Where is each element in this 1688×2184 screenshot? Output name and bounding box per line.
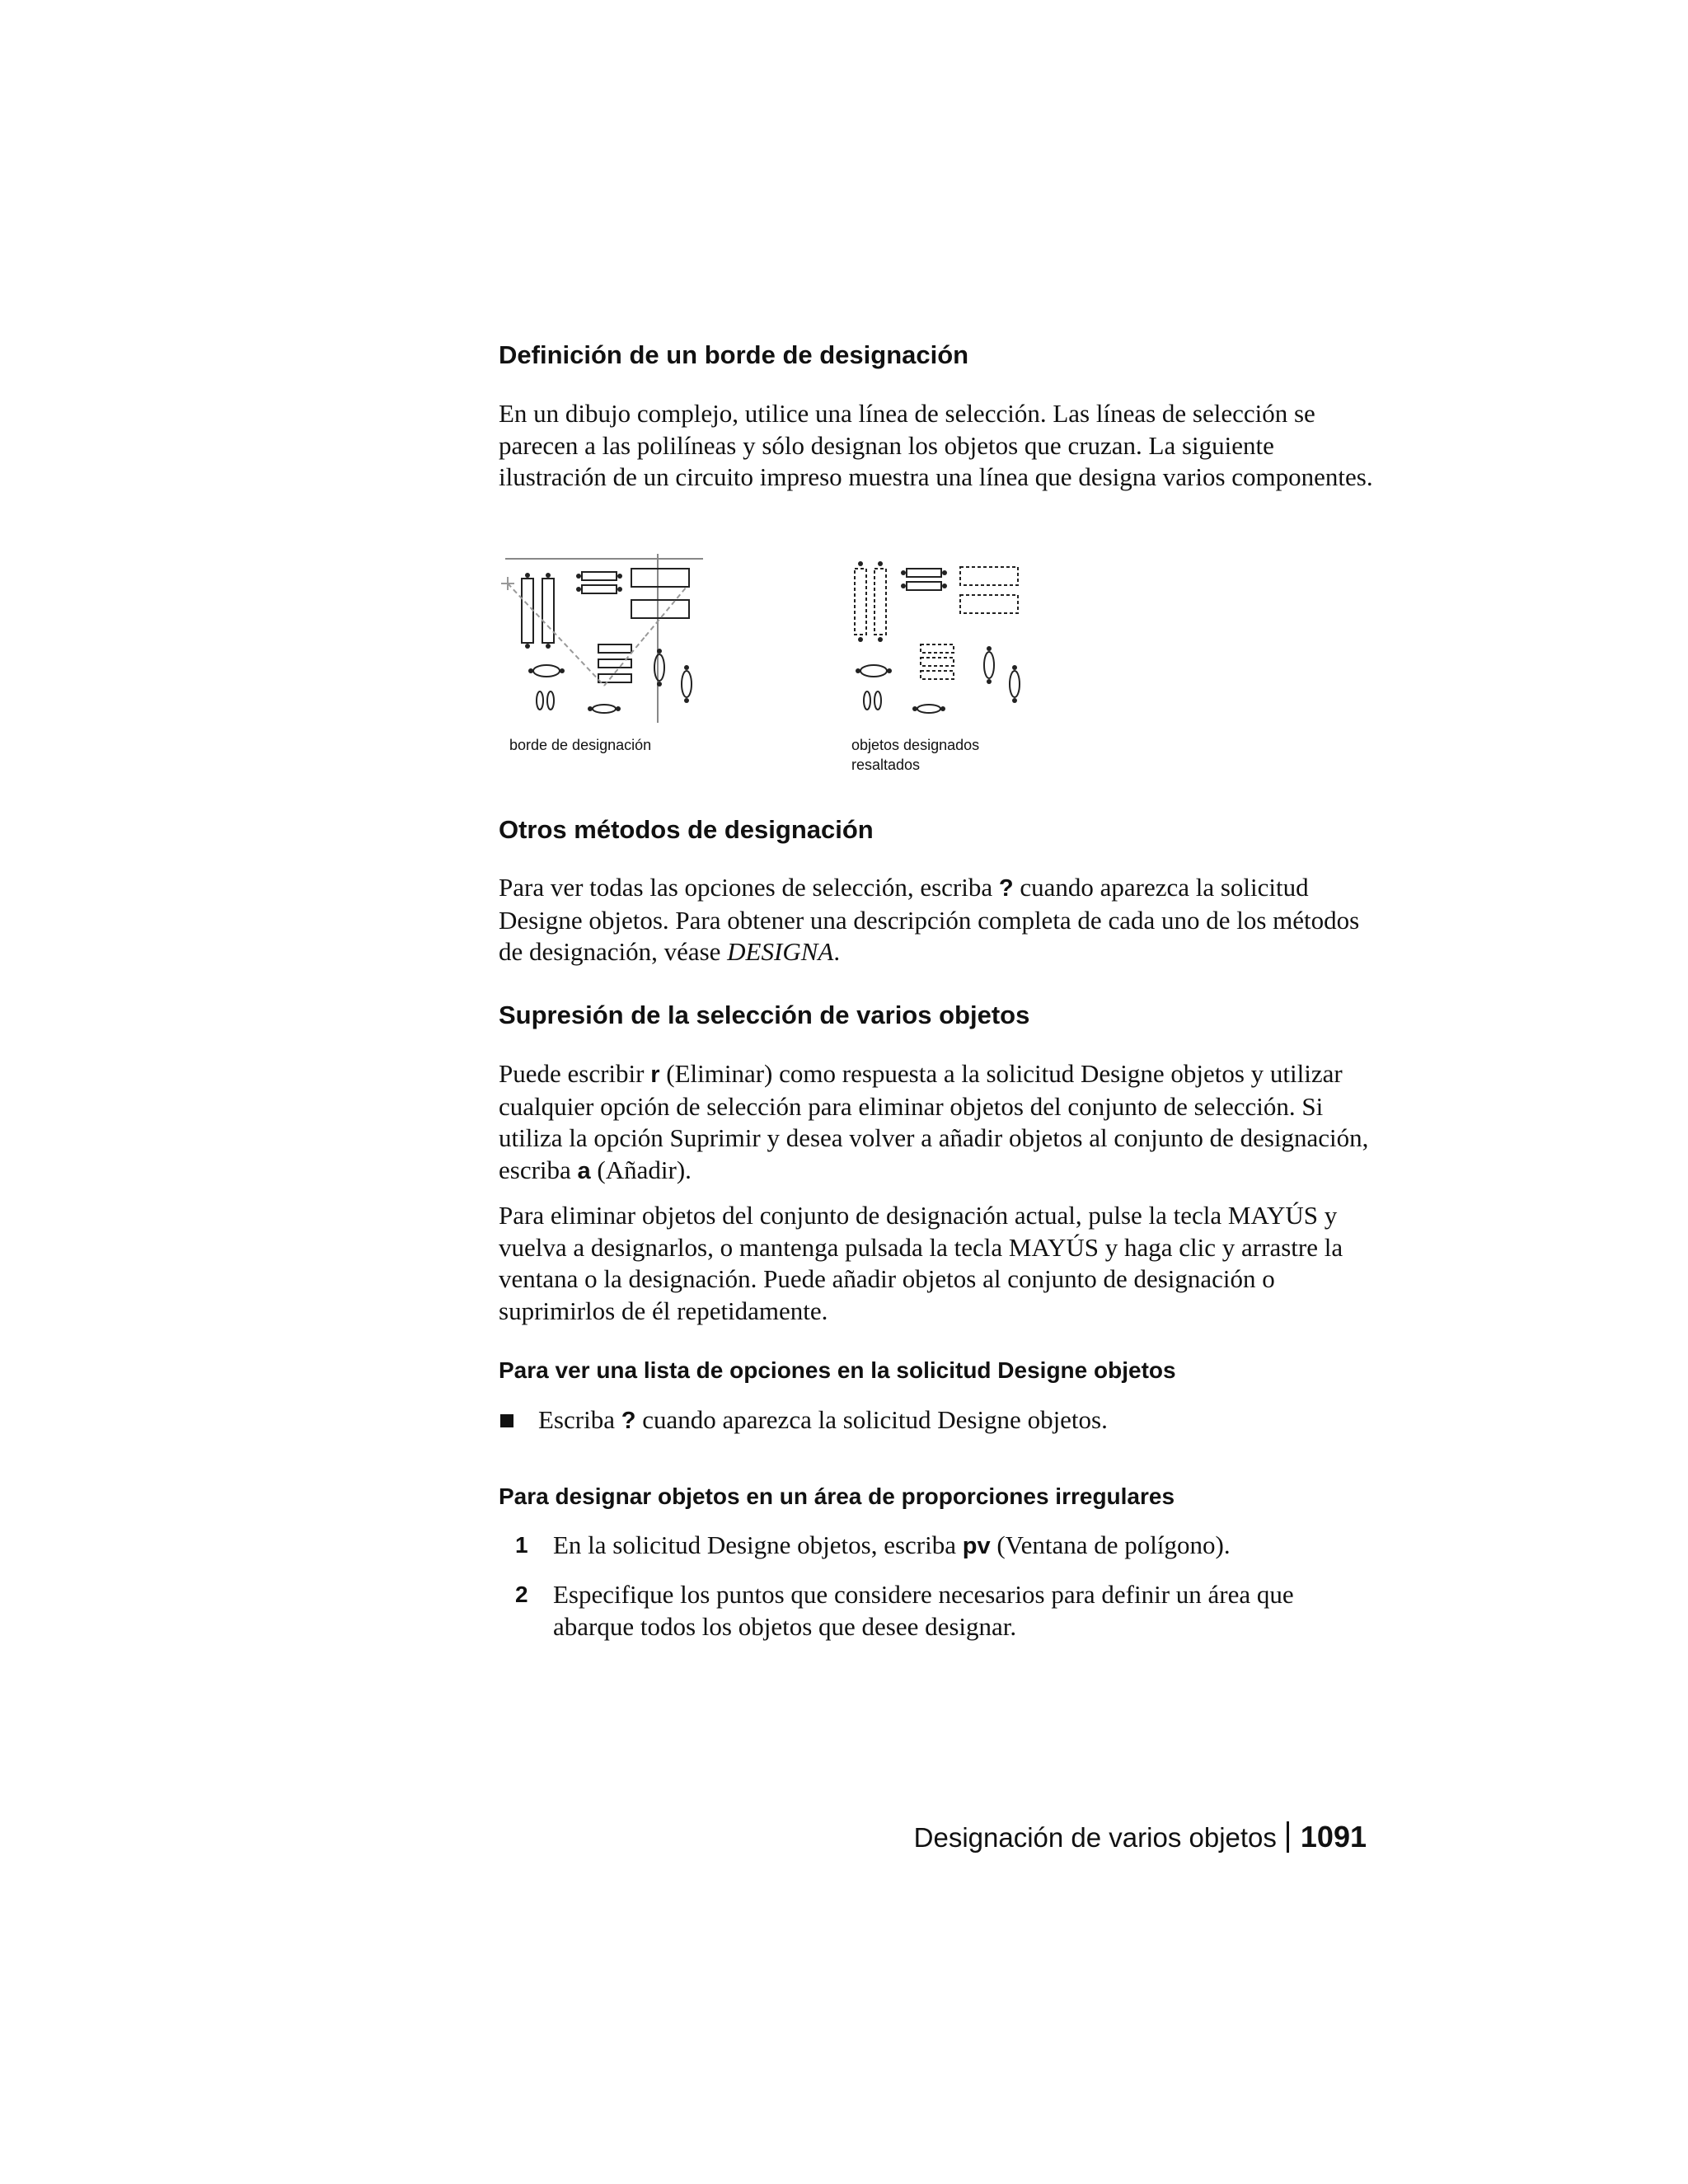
bullet-text bbox=[538, 1404, 1379, 1437]
section-body-border: En un dibujo complejo, utilice una línea de selección. Las líneas de selección se parecen a las polilíneas y sólo designan los objetos que cruzan. La siguiente ilustración de un circuito impreso muestra una línea que designa varios componentes. bbox=[499, 399, 1373, 491]
bold-run: a bbox=[577, 1157, 591, 1184]
bold-run: r bbox=[650, 1062, 660, 1088]
footer-chapter-title: Designación de varios objetos bbox=[913, 1822, 1277, 1853]
text-run: (Ventana de polígono). bbox=[990, 1530, 1231, 1559]
text-run: cuando aparezca la solicitud Designe objetos. bbox=[635, 1405, 1108, 1434]
section-title-border: Definición de un borde de designación bbox=[499, 340, 969, 369]
bold-run: ? bbox=[621, 1408, 636, 1434]
command-reference-link[interactable]: DESIGNA bbox=[727, 937, 834, 966]
text-run: (Eliminar) como respuesta a la solicitud Designe objetos y utilizar cualquier opción de selección para eliminar objetos del conjunto de selección. Si utiliza la opción Suprimir y desea volver a añadir objetos al conjunto de designación, escriba bbox=[499, 1059, 1369, 1184]
figure-right-highlighted-objects bbox=[845, 554, 1051, 727]
footer-separator bbox=[1287, 1821, 1289, 1853]
text-run: cuando aparezca la solicitud Designe objetos. Para obtener una descripción completa de cada uno de los métodos de designación, véase bbox=[499, 873, 1360, 966]
page-footer bbox=[914, 1820, 1367, 1854]
figure-caption-right bbox=[851, 735, 979, 775]
figure-left-selection-border bbox=[501, 554, 707, 727]
bold-run: pv bbox=[962, 1533, 991, 1559]
procedure-title-irregular: Para designar objetos en un área de proporciones irregulares bbox=[499, 1483, 1175, 1509]
step-text bbox=[553, 1530, 1377, 1563]
step-number: 1 bbox=[515, 1532, 528, 1558]
text-run: Escriba bbox=[538, 1405, 621, 1434]
procedure-title-list-options: Para ver una lista de opciones en la solicitud Designe objetos bbox=[499, 1357, 1176, 1383]
figure-caption-left: borde de designación bbox=[509, 737, 652, 753]
section-title-suppression: Supresión de la selección de varios objetos bbox=[499, 1001, 1030, 1029]
text-run: En la solicitud Designe objetos, escriba bbox=[553, 1530, 963, 1559]
text-run: Puede escribir bbox=[499, 1059, 651, 1088]
section-body-other-methods bbox=[499, 872, 1381, 968]
section-body-suppression-2: Para eliminar objetos del conjunto de designación actual, pulse la tecla MAYÚS y vuelva a designarlos, o mantenga pulsada la tecla MAYÚS y haga clic y arrastre la ventana o la designación. Puede añadir objetos al conjunto de designación o suprimirlos de él repetidamente. bbox=[499, 1201, 1343, 1325]
section-title-other-methods: Otros métodos de designación bbox=[499, 815, 874, 844]
text-run: Para ver todas las opciones de selección, escriba bbox=[499, 873, 999, 902]
figure-caption-right-line2: resaltados bbox=[851, 757, 921, 773]
step-number: 2 bbox=[515, 1582, 528, 1607]
text-run: . bbox=[833, 937, 841, 966]
bullet-square-icon bbox=[500, 1414, 513, 1427]
page-number: 1091 bbox=[1300, 1820, 1367, 1854]
bold-run: ? bbox=[998, 875, 1014, 902]
text-run: (Añadir). bbox=[590, 1155, 692, 1184]
figure-caption-right-line1: objetos designados bbox=[851, 737, 980, 753]
step-text: Especifique los puntos que considere necesarios para definir un área que abarque todos los objetos que desee designar. bbox=[553, 1580, 1294, 1641]
section-body-suppression-1 bbox=[499, 1058, 1381, 1187]
